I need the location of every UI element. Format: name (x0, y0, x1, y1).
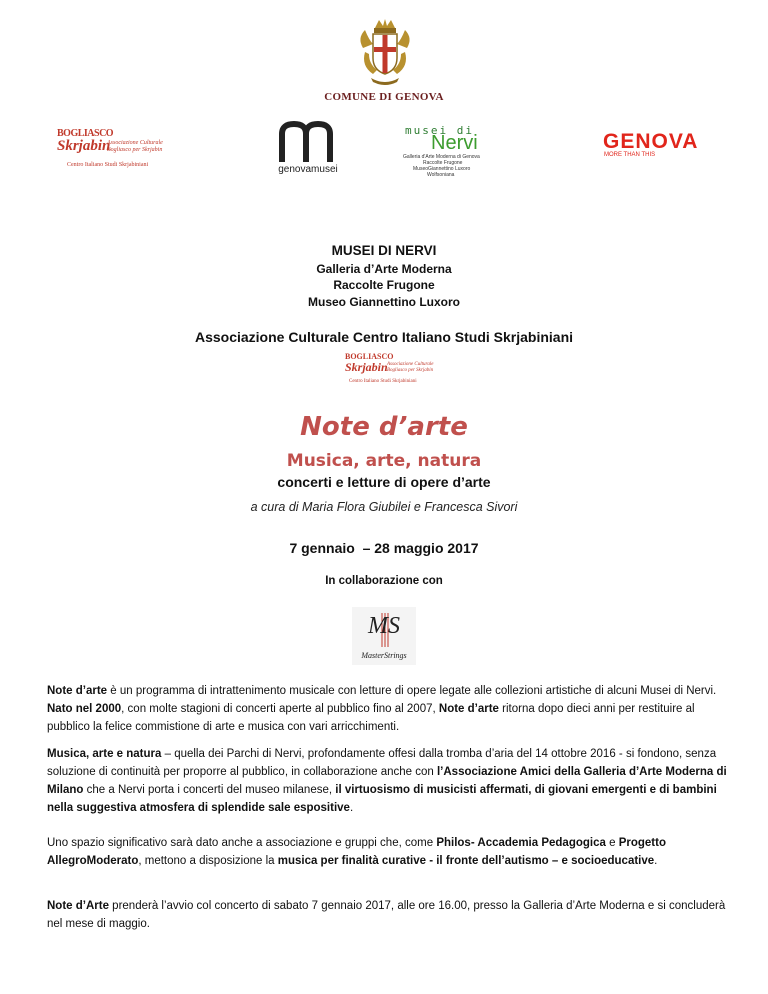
event-dates: 7 gennaio – 28 maggio 2017 (289, 540, 479, 556)
paragraph-avvio (47, 897, 727, 933)
p2-bold-3: il virtuosismo di musicisti affermati, di giovani emergenti e di bambini nella suggestiva atmosfera di splendide sale espositive (47, 784, 717, 814)
genova-wordmark: GENOVA (603, 130, 699, 153)
p3-text-1: Uno spazio significativo sarà dato anche a associazione e gruppi che, come (47, 837, 437, 849)
paragraph-intro (47, 682, 727, 736)
p2-bold-1: Musica, arte e natura (47, 748, 162, 760)
comune-di-genova-label: COMUNE DI GENOVA (324, 91, 444, 103)
bogliasco-small-side1: Associazione Culturale (387, 362, 434, 367)
curated-by: a cura di Maria Flora Giubilei e Francesca Sivori (250, 500, 518, 514)
bogliasco-logo-side1: Associazione Culturale (107, 140, 163, 146)
p2-text-3: . (349, 802, 354, 814)
musei-di-nervi-logo (403, 124, 509, 176)
bogliasco-skrjabin-logo (57, 128, 177, 174)
museum-luxoro: Museo Giannettino Luxoro (308, 295, 460, 309)
museums-heading: MUSEI DI NERVI (331, 243, 437, 258)
nervi-logo-detail3: MuseoGiannettino Luxoro (413, 166, 471, 172)
p4-text-1: prenderà l’avvio col concerto di sabato 7 gennaio 2017, alle ore 16.00, presso la Galleria d’Arte Moderna e si concluderà nel mese di maggio. (47, 900, 726, 930)
genovamusei-logo (272, 120, 344, 180)
p3-text-4: . (654, 855, 658, 867)
genova-tagline: MORE THAN THIS (604, 152, 656, 158)
bogliasco-small-line1: BOGLIASCO (345, 352, 394, 361)
museum-galleria: Galleria d’Arte Moderna (316, 262, 452, 276)
p4-bold-1: Note d’Arte (47, 900, 109, 912)
association-heading: Associazione Culturale Centro Italiano Studi Skrjabiniani (194, 329, 574, 345)
p1-bold-1: Note d’arte (47, 685, 108, 697)
p1-text-2: , con molte stagioni di concerti aperte al pubblico fino al 2007, (121, 703, 439, 715)
bogliasco-skrjabin-logo-small (343, 352, 433, 388)
p3-text-3: , mettono a disposizione la (138, 855, 278, 867)
collaboration-label: In collaborazione con (325, 575, 443, 587)
p1-bold-3: Note d’arte (438, 703, 499, 715)
p1-text-3: ritorna dopo dieci anni per restituire al pubblico la felice commistione di arte e musica con vari arricchimenti. (47, 703, 695, 733)
event-tagline: concerti e letture di opere d’arte (277, 474, 491, 490)
nervi-logo-detail1: Galleria d'Arte Moderna di Genova (403, 154, 480, 160)
coat-of-arms-icon (355, 18, 415, 90)
bogliasco-logo-line2: Skrjabin (57, 138, 111, 154)
genovamusei-m-icon (272, 120, 344, 164)
p3-bold-3: musica per finalità curative - il fronte dell’autismo – e socioeducative (277, 855, 655, 867)
bogliasco-small-side2: Bogliasco per Skrjabin (387, 368, 434, 373)
paragraph-spazio (47, 834, 727, 870)
bogliasco-logo-line1: BOGLIASCO (57, 128, 114, 139)
masterstrings-wordmark: MasterStrings (361, 651, 407, 660)
genova-more-than-this-logo (603, 131, 743, 159)
nervi-logo-line1: musei di (405, 124, 474, 137)
masterstrings-logo (352, 607, 416, 665)
nervi-logo-line2: Nervi (431, 132, 478, 154)
event-subtitle: Musica, arte, natura (286, 451, 482, 471)
bogliasco-small-bottom: Centro Italiano Studi Skrjabiniani (349, 379, 417, 384)
nervi-logo-detail4: Wolfsoniana (427, 172, 455, 178)
bogliasco-logo-bottom: Centro Italiano Studi Skrjabiniani (67, 162, 149, 168)
event-title: Note d’arte (300, 412, 468, 442)
p2-text-2: che a Nervi porta i concerti del museo milanese, (83, 784, 336, 796)
p2-bold-2: l’Associazione Amici della Galleria d’Arte Moderna di Milano (47, 766, 727, 796)
p3-bold-2: Progetto AllegroModerato (47, 837, 666, 867)
masterstrings-monogram: MS (368, 613, 400, 639)
p1-text-1: è un programma di intrattenimento musicale con letture di opere legate alle collezioni artistiche di alcuni Musei di Nervi. (107, 685, 717, 697)
museum-frugone: Raccolte Frugone (333, 278, 435, 292)
genovamusei-wordmark: genovamusei (278, 164, 338, 175)
bogliasco-logo-side2: Bogliasco per Skrjabin (107, 147, 163, 153)
p1-bold-2: Nato nel 2000 (47, 703, 122, 715)
paragraph-musica-arte-natura (47, 745, 727, 817)
p3-bold-1: Philos- Accademia Pedagogica (436, 837, 606, 849)
nervi-logo-detail2: Raccolte Frugone (423, 160, 463, 166)
p2-text-1: – quella dei Parchi di Nervi, profondamente offesi dalla tromba d’aria del 14 ottobre 2016 - si fondono, senza soluzione di continuità per proporre al pubblico, in collaborazione anche con (47, 748, 717, 778)
p3-text-2: e (605, 837, 619, 849)
bogliasco-small-line2: Skrjabin (345, 360, 388, 374)
